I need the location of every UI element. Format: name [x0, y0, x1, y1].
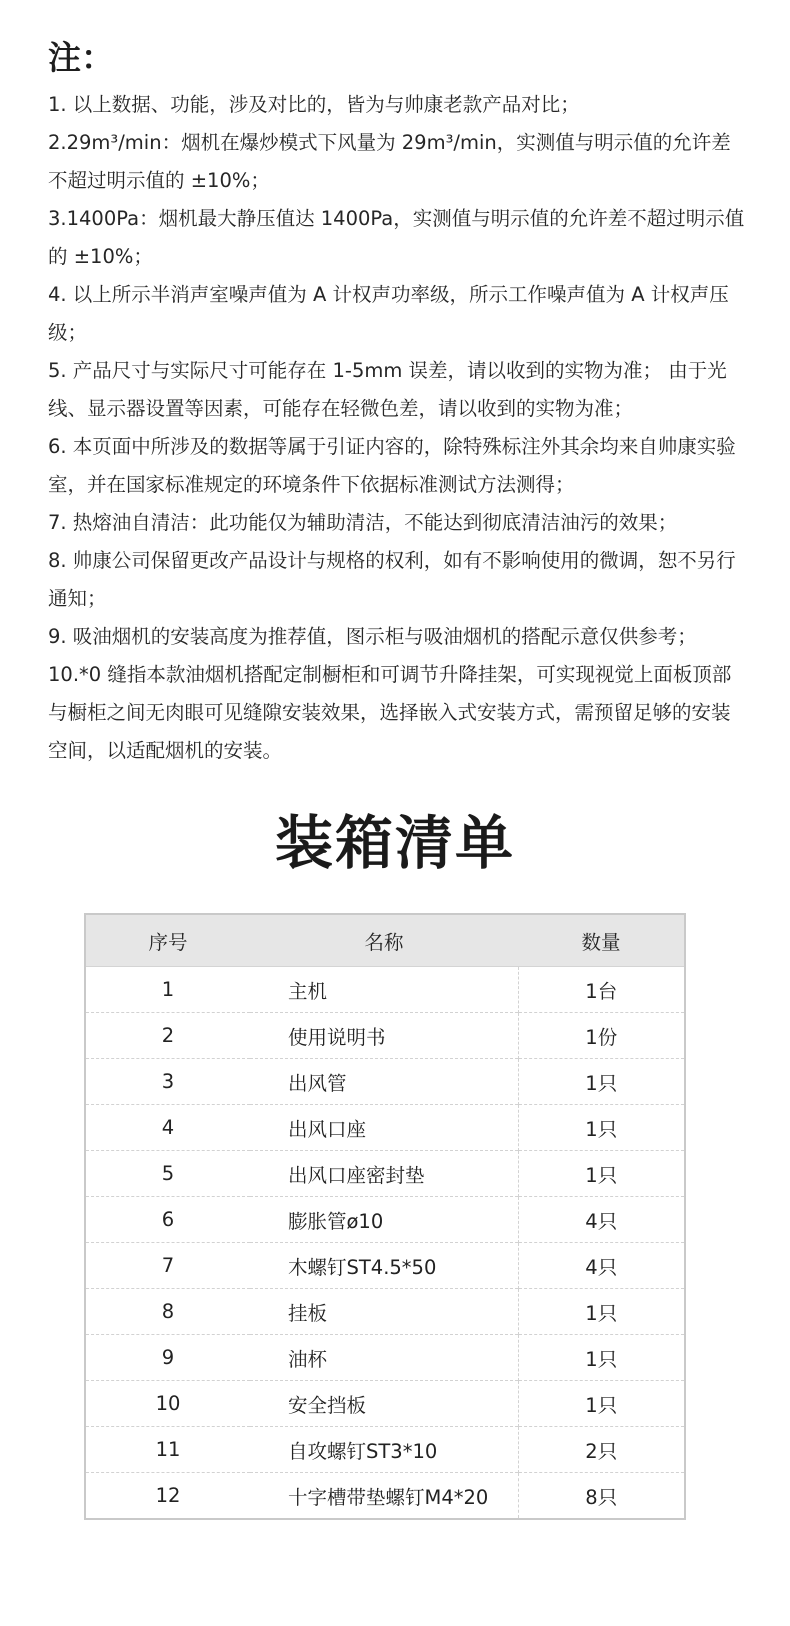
cell-name: 膨胀管ø10 — [250, 1197, 518, 1243]
table-row — [85, 1335, 685, 1381]
cell-qty: 1只 — [518, 1335, 685, 1381]
cell-name: 十字槽带垫螺钉M4*20 — [250, 1473, 518, 1520]
table-row — [85, 1473, 685, 1520]
note-item: 5. 产品尺寸与实际尺寸可能存在 1-5mm 误差，请以收到的实物为准； 由于光线、显示器设置等因素，可能存在轻微色差，请以收到的实物为准； — [48, 359, 727, 420]
cell-name: 出风口座密封垫 — [250, 1151, 518, 1197]
cell-qty: 2只 — [518, 1427, 685, 1473]
note-item: 7. 热熔油自清洁：此功能仅为辅助清洁，不能达到彻底清洁油污的效果； — [48, 511, 678, 534]
note-item: 10.*0 缝指本款油烟机搭配定制橱柜和可调节升降挂架，可实现视觉上面板顶部与橱柜之间无肉眼可见缝隙安装效果，选择嵌入式安装方式，需预留足够的安装空间，以适配烟机的安装。 — [48, 663, 732, 762]
cell-no: 10 — [85, 1381, 250, 1427]
table-row — [85, 1427, 685, 1473]
cell-no: 11 — [85, 1427, 250, 1473]
note-item: 2.29m³/min：烟机在爆炒模式下风量为 29m³/min，实测值与明示值的允许差不超过明示值的 ±10%； — [48, 131, 731, 192]
note-item: 6. 本页面中所涉及的数据等属于引证内容的，除特殊标注外其余均来自帅康实验室，并在国家标准规定的环境条件下依据标准测试方法测得； — [48, 435, 736, 496]
note-item: 1. 以上数据、功能，涉及对比的，皆为与帅康老款产品对比； — [48, 93, 580, 116]
note-item: 3.1400Pa：烟机最大静压值达 1400Pa，实测值与明示值的允许差不超过明示值的 ±10%； — [48, 207, 745, 268]
cell-name: 出风管 — [250, 1059, 518, 1105]
cell-name: 安全挡板 — [250, 1381, 518, 1427]
cell-qty: 1只 — [518, 1151, 685, 1197]
table-row — [85, 1013, 685, 1059]
cell-no: 7 — [85, 1243, 250, 1289]
cell-no: 4 — [85, 1105, 250, 1151]
cell-name: 主机 — [250, 967, 518, 1013]
cell-name: 使用说明书 — [250, 1013, 518, 1059]
header-qty: 数量 — [518, 914, 685, 967]
packing-list-title: 装箱清单 — [274, 809, 515, 877]
cell-name: 挂板 — [250, 1289, 518, 1335]
cell-qty: 4只 — [518, 1197, 685, 1243]
cell-name: 油杯 — [250, 1335, 518, 1381]
cell-name: 自攻螺钉ST3*10 — [250, 1427, 518, 1473]
note-item: 4. 以上所示半消声室噪声值为 A 计权声功率级，所示工作噪声值为 A 计权声压级； — [48, 283, 729, 344]
cell-no: 3 — [85, 1059, 250, 1105]
table-row — [85, 1289, 685, 1335]
cell-no: 9 — [85, 1335, 250, 1381]
table-row — [85, 1381, 685, 1427]
cell-qty: 1台 — [518, 967, 685, 1013]
header-name: 名称 — [250, 914, 518, 967]
table-row — [85, 1243, 685, 1289]
cell-qty: 1份 — [518, 1013, 685, 1059]
note-item: 9. 吸油烟机的安装高度为推荐值，图示柜与吸油烟机的搭配示意仅供参考； — [48, 625, 697, 648]
table-row — [85, 967, 685, 1013]
cell-qty: 1只 — [518, 1289, 685, 1335]
table-header-row — [85, 914, 685, 967]
cell-name: 出风口座 — [250, 1105, 518, 1151]
cell-no: 1 — [85, 967, 250, 1013]
table-row — [85, 1059, 685, 1105]
cell-qty: 4只 — [518, 1243, 685, 1289]
table-row — [85, 1105, 685, 1151]
notes-heading: 注： — [48, 38, 114, 77]
notes-section — [48, 38, 748, 770]
table-row — [85, 1151, 685, 1197]
cell-no: 12 — [85, 1473, 250, 1520]
cell-qty: 1只 — [518, 1105, 685, 1151]
packing-list-table — [84, 913, 686, 1520]
cell-qty: 1只 — [518, 1059, 685, 1105]
table-row — [85, 1197, 685, 1243]
cell-qty: 8只 — [518, 1473, 685, 1520]
cell-name: 木螺钉ST4.5*50 — [250, 1243, 518, 1289]
cell-no: 5 — [85, 1151, 250, 1197]
cell-qty: 1只 — [518, 1381, 685, 1427]
cell-no: 8 — [85, 1289, 250, 1335]
header-no: 序号 — [85, 914, 250, 967]
note-item: 8. 帅康公司保留更改产品设计与规格的权利，如有不影响使用的微调，恕不另行通知； — [48, 549, 736, 610]
cell-no: 6 — [85, 1197, 250, 1243]
cell-no: 2 — [85, 1013, 250, 1059]
